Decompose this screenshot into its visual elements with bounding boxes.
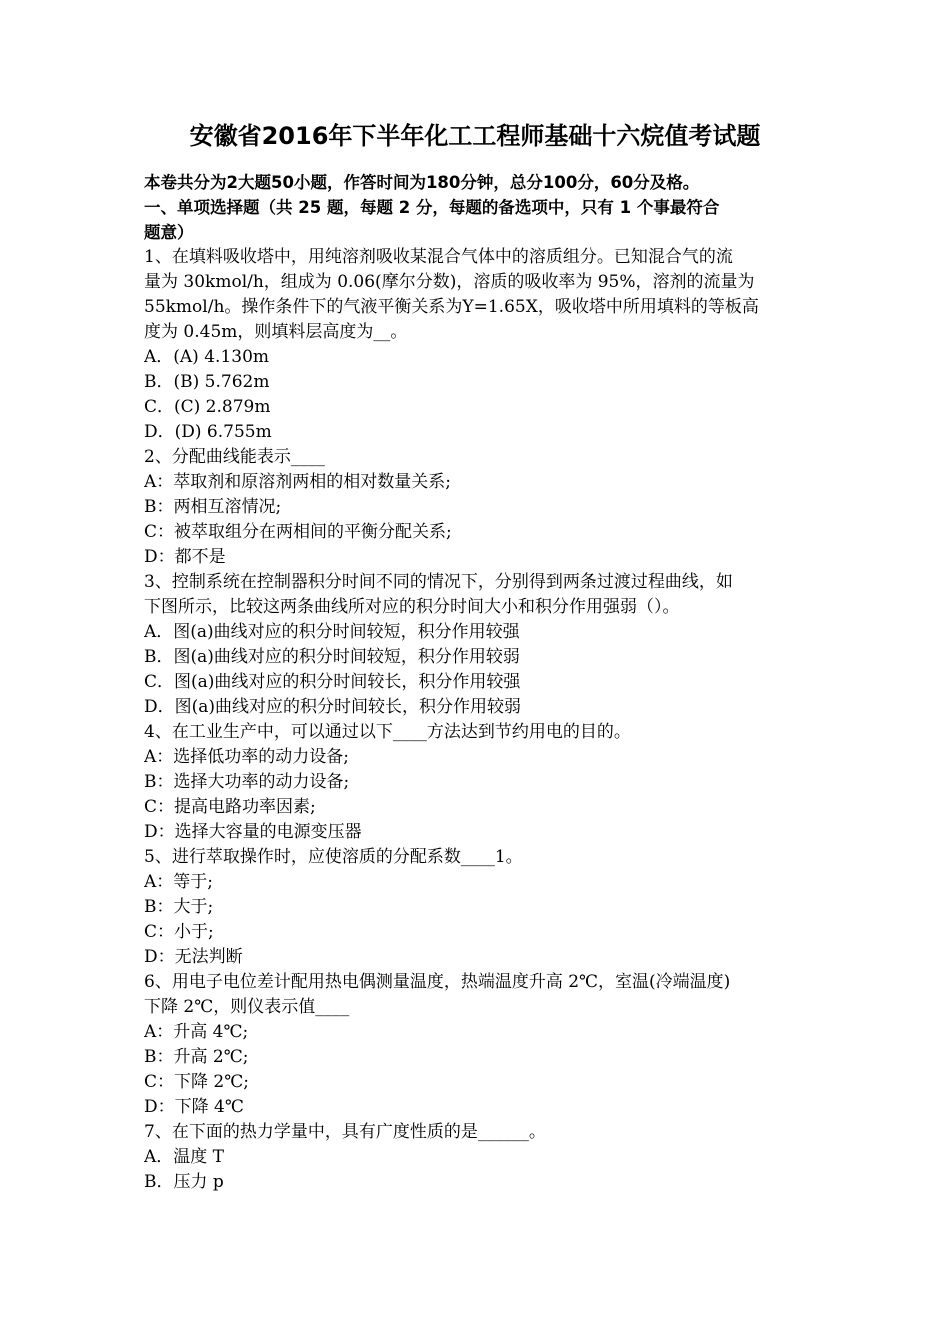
answer-option: B：选择大功率的动力设备; [144, 772, 350, 792]
question-text-line: 55kmol/h。操作条件下的气液平衡关系为Y=1.65X，吸收塔中所用填料的等板高 [144, 297, 759, 317]
question-3 [144, 570, 808, 720]
answer-option: D．(D) 6.755m [144, 422, 272, 442]
answer-option: C：小于; [144, 922, 214, 942]
answer-option: D：都不是 [144, 547, 226, 567]
question-text-line: 度为 0.45m，则填料层高度为__。 [144, 322, 408, 342]
answer-option: B．压力 p [144, 1172, 224, 1192]
question-text-line: 4、在工业生产中，可以通过以下____方法达到节约用电的目的。 [144, 722, 631, 742]
answer-option: C：提高电路功率因素; [144, 797, 316, 817]
question-4 [144, 720, 808, 845]
page-title: 安徽省2016年下半年化工工程师基础十六烷值考试题 [189, 122, 761, 150]
question-text-line: 1、在填料吸收塔中，用纯溶剂吸收某混合气体中的溶质组分。已知混合气的流 [144, 247, 733, 267]
question-1 [144, 245, 808, 445]
answer-option: C：被萃取组分在两相间的平衡分配关系; [144, 522, 452, 542]
question-5 [144, 845, 808, 970]
question-6 [144, 970, 808, 1120]
answer-option: A：萃取剂和原溶剂两相的相对数量关系; [144, 472, 452, 492]
answer-option: B：大于; [144, 897, 214, 917]
answer-option: A：升高 4℃; [144, 1022, 249, 1042]
answer-option: D：下降 4℃ [144, 1097, 244, 1117]
answer-option: B．(B) 5.762m [144, 372, 270, 392]
answer-option: A．温度 T [144, 1147, 225, 1167]
document-body [144, 170, 808, 1195]
question-list [144, 245, 808, 1195]
answer-option: D．图(a)曲线对应的积分时间较长，积分作用较弱 [144, 697, 522, 717]
answer-option: D：选择大容量的电源变压器 [144, 822, 362, 842]
question-text-line: 下降 2℃，则仪表示值____ [144, 997, 350, 1017]
answer-option: B：两相互溶情况; [144, 497, 282, 517]
question-7 [144, 1120, 808, 1195]
answer-option: B．图(a)曲线对应的积分时间较短，积分作用较弱 [144, 647, 520, 667]
question-text-line: 2、分配曲线能表示____ [144, 447, 325, 467]
answer-option: A．图(a)曲线对应的积分时间较短，积分作用较强 [144, 622, 520, 642]
question-text-line: 3、控制系统在控制器积分时间不同的情况下，分别得到两条过渡过程曲线，如 [144, 572, 733, 592]
answer-option: A：选择低功率的动力设备; [144, 747, 350, 767]
question-text-line: 下图所示，比较这两条曲线所对应的积分时间大小和积分作用强弱（）。 [144, 597, 680, 617]
question-text-line: 5、进行萃取操作时，应使溶质的分配系数____1。 [144, 847, 523, 867]
question-text-line: 6、用电子电位差计配用热电偶测量温度，热端温度升高 2℃，室温(冷端温度) [144, 972, 731, 992]
question-2 [144, 445, 808, 570]
section-heading-line-2: 题意） [144, 223, 194, 242]
answer-option: D：无法判断 [144, 947, 243, 967]
answer-option: B：升高 2℃; [144, 1047, 249, 1067]
answer-option: C．(C) 2.879m [144, 397, 271, 417]
section-heading-line-1: 一、单项选择题（共 25 题，每题 2 分，每题的备选项中，只有 1 个事最符合 [144, 198, 720, 217]
answer-option: C．图(a)曲线对应的积分时间较长，积分作用较强 [144, 672, 521, 692]
question-text-line: 7、在下面的热力学量中，具有广度性质的是______。 [144, 1122, 546, 1142]
answer-option: A．(A) 4.130m [144, 347, 270, 367]
question-text-line: 量为 30kmol/h，组成为 0.06(摩尔分数)，溶质的吸收率为 95%，溶剂的流量为 [144, 272, 755, 292]
answer-option: A：等于; [144, 872, 214, 892]
answer-option: C：下降 2℃; [144, 1072, 249, 1092]
exam-intro: 本卷共分为2大题50小题，作答时间为180分钟，总分100分，60分及格。 [144, 173, 700, 192]
